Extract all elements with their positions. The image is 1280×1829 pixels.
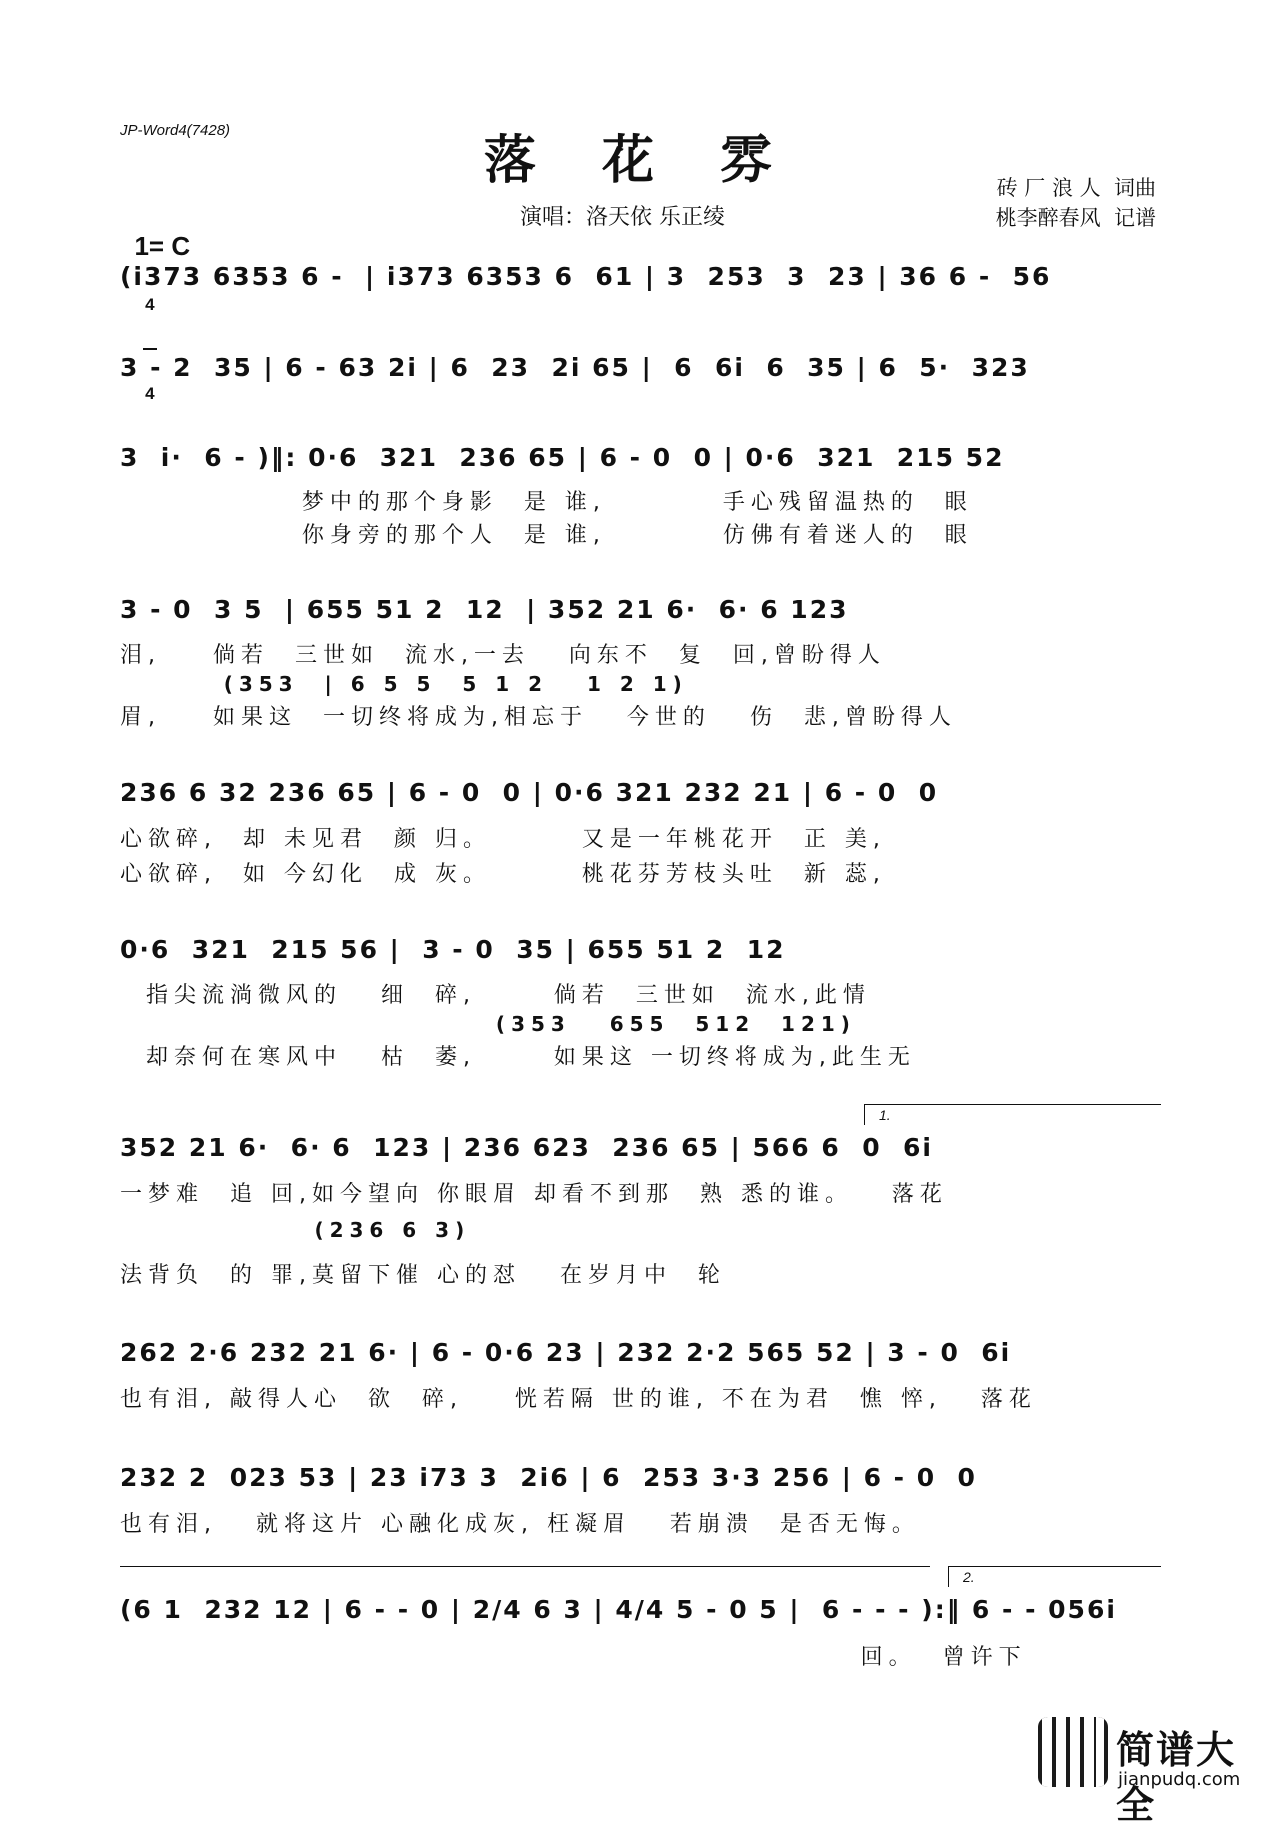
- repeat-ending-line: [120, 1566, 930, 1587]
- stave-9: [120, 1463, 1160, 1503]
- interlude-notes: (236 6 3): [120, 1218, 471, 1242]
- lyrics-music-credit: 砖 厂 浪 人 词曲: [996, 176, 1156, 200]
- lyric-line: 梦中的那个身影 是 谁, 手心残留温热的 眼: [120, 490, 973, 515]
- key-signature: [120, 200, 190, 436]
- watermark-url: jianpudq.com: [1118, 1769, 1241, 1790]
- singer-credit: 演唱：洛天依 乐正绫: [520, 205, 725, 230]
- software-label: JP-Word4(7428): [120, 122, 231, 139]
- stave-1: [120, 262, 1160, 302]
- stave-notes: 232 2 023 53 | 23 i73 3 2i6 | 6 253 3·3 256 | 6 - 0 0: [120, 1463, 977, 1492]
- lyric-line: 却奈何在寒风中 枯 萎, 如果这 一切终将成为,此生无: [120, 1045, 916, 1070]
- stave-notes: 3 i· 6 - )‖: 0·6 321 236 65 | 6 - 0 0 | 0·6 321 215 52: [120, 443, 1005, 472]
- lyric-line: 指尖流淌微风的 细 碎, 倘若 三世如 流水,此情: [120, 983, 871, 1008]
- lyric-line: 你身旁的那个人 是 谁, 仿佛有着迷人的 眼: [120, 523, 973, 548]
- first-ending-bracket: 1.: [864, 1104, 1161, 1125]
- stave-10: [120, 1595, 1160, 1635]
- transcriber-credit: 桃李醉春风 记谱: [995, 206, 1156, 230]
- lyric-line: 一梦难 追 回,如今望向 你眼眉 却看不到那 熟 悉的谁。 落花: [120, 1182, 948, 1207]
- site-watermark: [1038, 1717, 1258, 1827]
- stave-notes: 3 - 0 3 5 | 655 51 2 12 | 352 21 6· 6· 6 123: [120, 595, 849, 624]
- stave-notes: 236 6 32 236 65 | 6 - 0 0 | 0·6 321 232 21 | 6 - 0 0: [120, 778, 939, 807]
- watermark-name: 简谱大全: [1116, 1728, 1237, 1827]
- song-title: 落 花 雰: [483, 130, 797, 191]
- stave-notes: 0·6 321 215 56 | 3 - 0 35 | 655 51 2 12: [120, 935, 786, 964]
- lyric-line: 心欲碎, 如 今幻化 成 灰。 桃花芬芳枝头吐 新 蕊,: [120, 862, 886, 887]
- time-denominator: 4: [145, 384, 155, 403]
- stave-notes: 3 - 2 35 | 6 - 63 2i | 6 23 2i 65 | 6 6i 6 35 | 6 5· 323: [120, 353, 1030, 382]
- lyric-line: 也有泪, 就将这片 心融化成灰, 枉凝眉 若崩溃 是否无悔。: [120, 1512, 920, 1537]
- stave-notes: (i373 6353 6 - | i373 6353 6 61 | 3 253 3 23 | 36 6 - 56: [120, 262, 1052, 291]
- stave-notes: 262 2·6 232 21 6· | 6 - 0·6 23 | 232 2·2 565 52 | 3 - 0 6i: [120, 1338, 1012, 1367]
- interlude-notes: (353 | 6 5 5 5 1 2 1 2 1): [120, 672, 688, 696]
- interlude-notes: (353 655 512 121): [120, 1012, 856, 1036]
- second-ending-bracket: 2.: [948, 1566, 1161, 1587]
- piano-keys-icon: [1038, 1717, 1108, 1787]
- stave-5: [120, 778, 1160, 818]
- stave-6: [120, 935, 1160, 975]
- stave-3: [120, 443, 1160, 483]
- lyric-line: 心欲碎, 却 未见君 颜 归。 又是一年桃花开 正 美,: [120, 827, 886, 852]
- lyric-line: 泪, 倘若 三世如 流水,一去 向东不 复 回,曾盼得人: [120, 643, 886, 668]
- stave-8: [120, 1338, 1160, 1378]
- time-numerator: 4: [145, 295, 155, 314]
- lyric-line: 眉, 如果这 一切终将成为,相忘于 今世的 伤 悲,曾盼得人: [120, 705, 957, 730]
- stave-2: [120, 353, 1160, 393]
- lyric-line: 也有泪, 敲得人心 欲 碎, 恍若隔 世的谁, 不在为君 憔 悴, 落花: [120, 1387, 1037, 1412]
- key-label: 1= C: [134, 231, 191, 261]
- stave-4: [120, 595, 1160, 635]
- stave-notes: 352 21 6· 6· 6 123 | 236 623 236 65 | 566 6 0 6i: [120, 1133, 933, 1162]
- lyric-line: 法背负 的 罪,莫留下催 心的怼 在岁月中 轮: [120, 1263, 726, 1288]
- stave-7: [120, 1133, 1160, 1173]
- stave-notes: (6 1 232 12 | 6 - - 0 | 2/4 6 3 | 4/4 5 - 0 5 | 6 - - - ):‖ 6 - - 056i: [120, 1595, 1117, 1624]
- lyric-line: 回。 曾许下: [120, 1645, 1027, 1670]
